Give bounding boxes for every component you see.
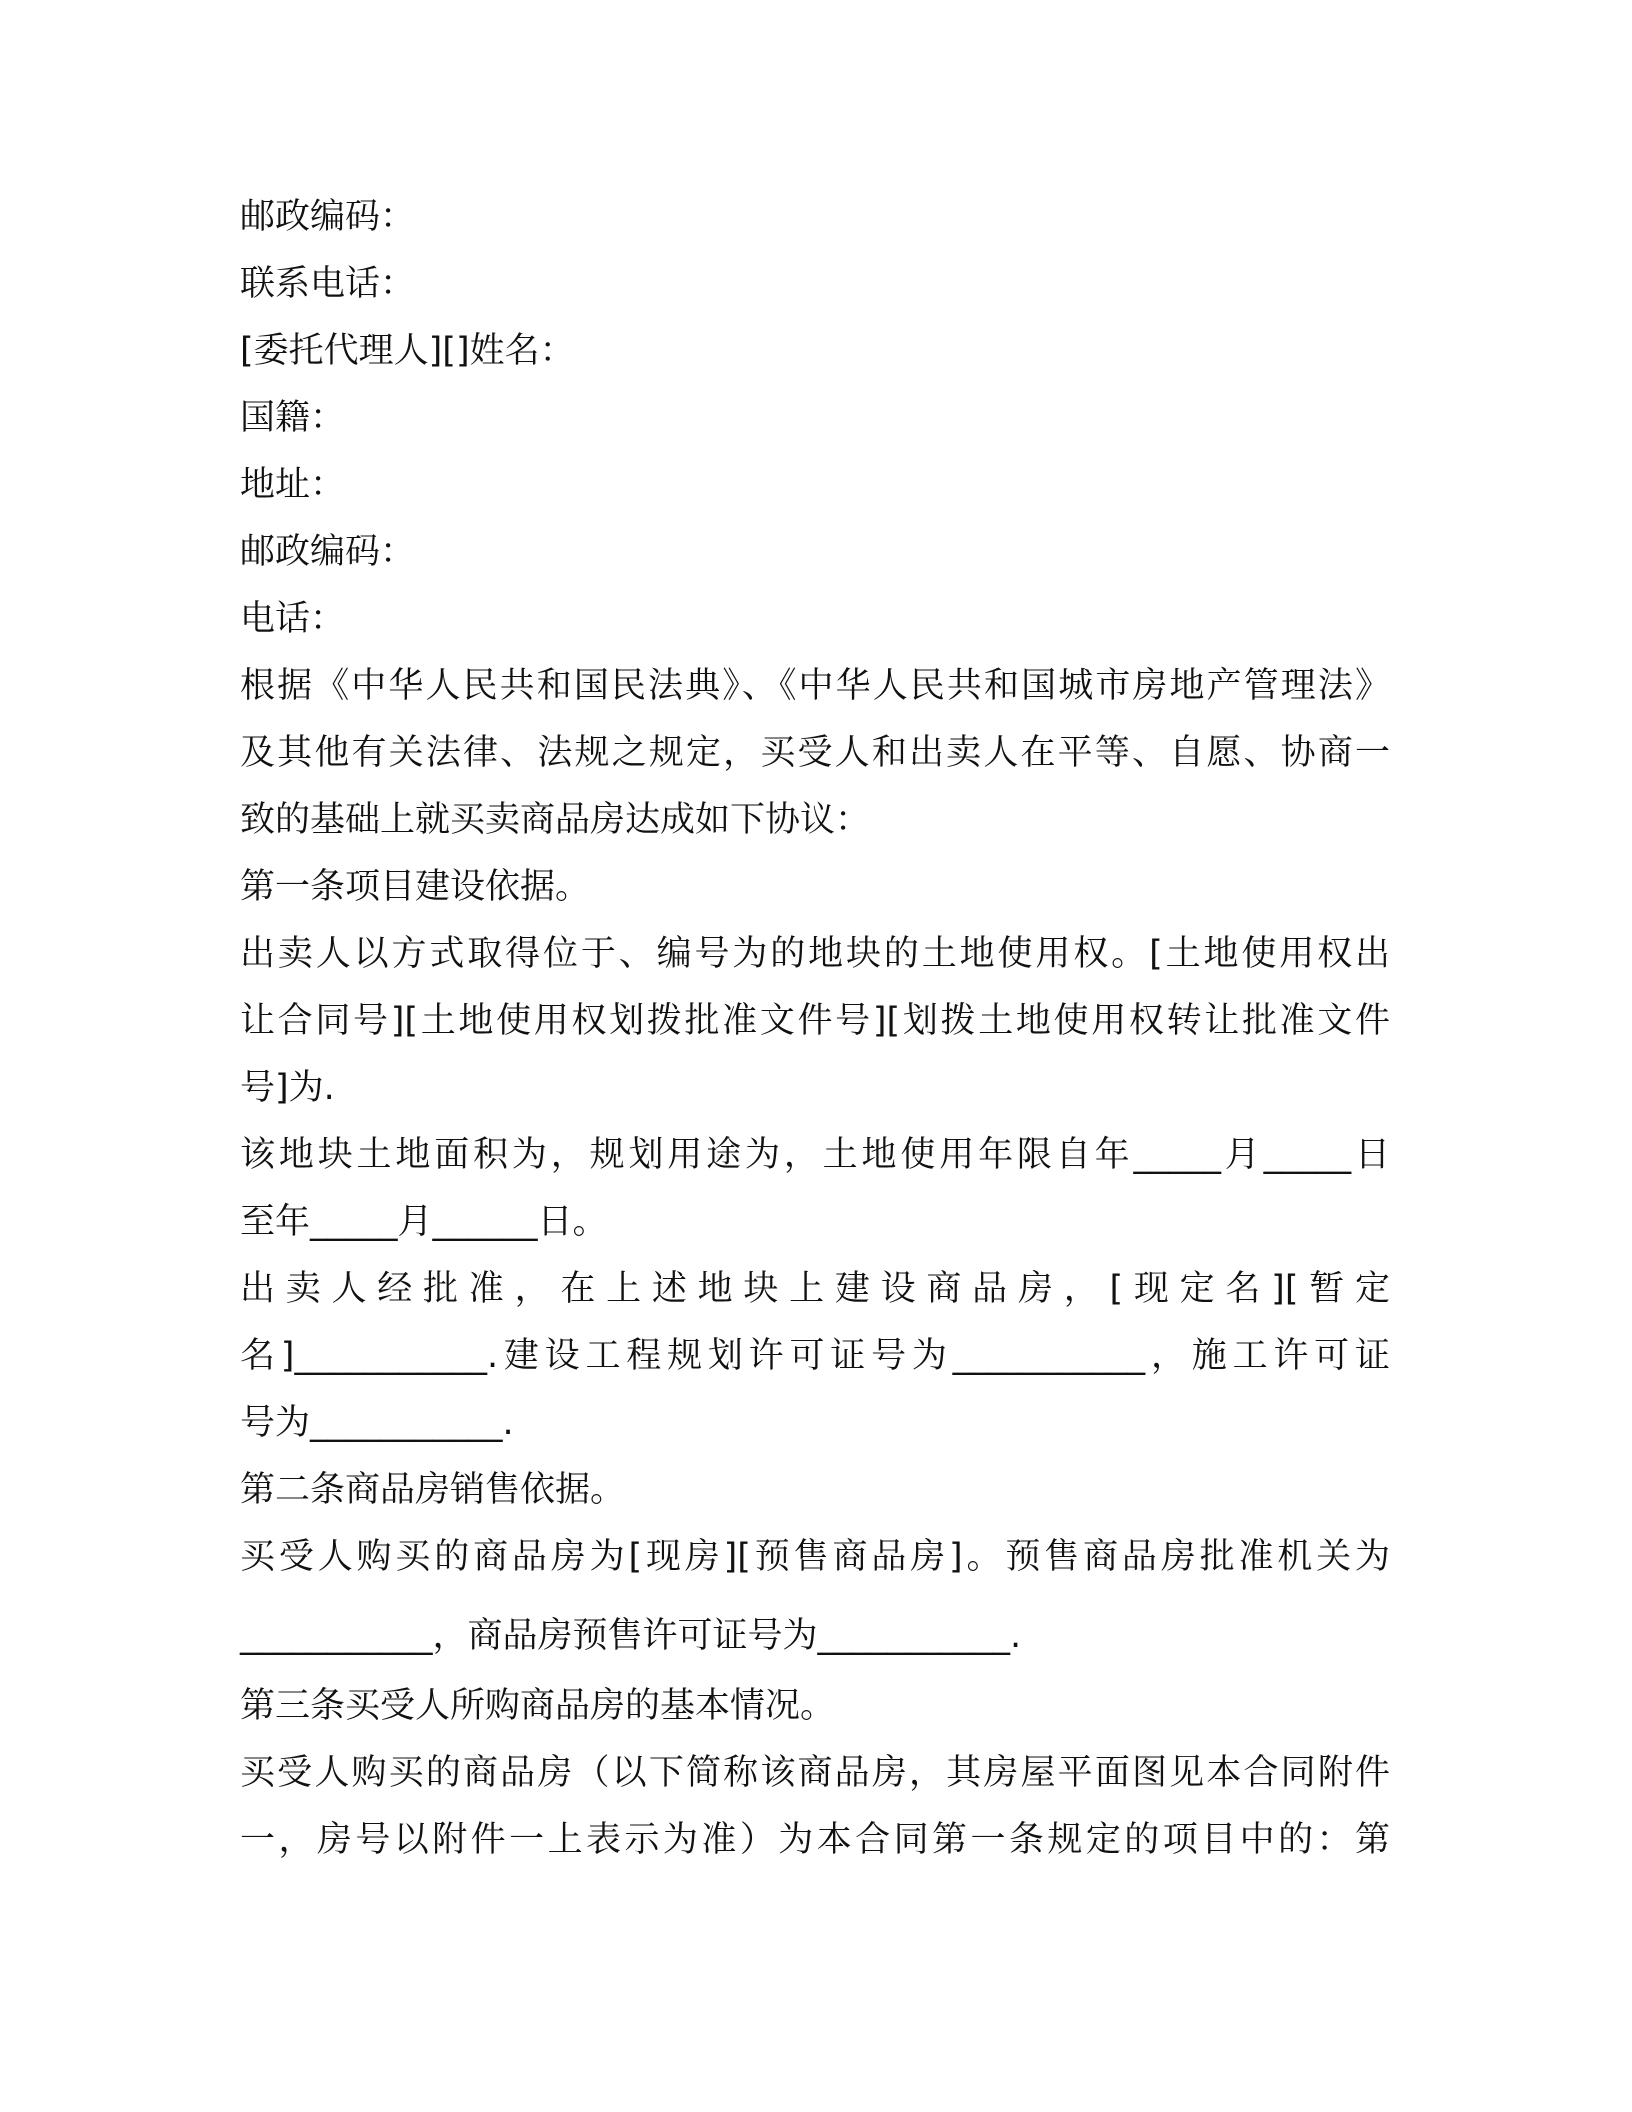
preamble-line: 致的基础上就买卖商品房达成如下协议： (240, 800, 871, 840)
article-1-text: 至年_____月______日。 (240, 1202, 608, 1242)
article-2-heading: 第二条商品房销售依据。 (240, 1470, 626, 1510)
article-1-text: 号为___________. (240, 1403, 514, 1443)
nationality-label: 国籍： (240, 398, 346, 438)
article-1-text: 让合同号][土地使用权划拨批准文件号][划拨土地使用权转让批准文件 (240, 1001, 1390, 1041)
article-1-text: 号]为. (240, 1068, 335, 1108)
article-2-text: 买受人购买的商品房为[现房][预售商品房]。预售商品房批准机关为 (240, 1537, 1390, 1577)
article-1-text: 该地块土地面积为，规划用途为，土地使用年限自年_____月_____日 (240, 1135, 1390, 1175)
article-1-text: 出卖人经批准，在上述地块上建设商品房，[现定名][暂定 (240, 1269, 1390, 1309)
article-3-text: 买受人购买的商品房（以下简称该商品房，其房屋平面图见本合同附件 (240, 1753, 1390, 1793)
article-2-text: ___________，商品房预售许可证号为___________. (240, 1616, 1022, 1656)
preamble-line: 根据《中华人民共和国民法典》、《中华人民共和国城市房地产管理法》 (240, 666, 1390, 706)
preamble-line: 及其他有关法律、法规之规定，买受人和出卖人在平等、自愿、协商一 (240, 733, 1390, 773)
article-1-text: 名]___________.建设工程规划许可证号为___________，施工许可证 (240, 1336, 1390, 1376)
agent-phone-label: 电话： (240, 599, 346, 639)
article-1-heading: 第一条项目建设依据。 (240, 867, 591, 907)
address-label: 地址： (240, 465, 346, 505)
postal-code-label: 邮政编码： (240, 197, 416, 237)
phone-label: 联系电话： (240, 264, 416, 304)
article-1-text: 出卖人以方式取得位于、编号为的地块的土地使用权。[土地使用权出 (240, 934, 1390, 974)
article-3-heading: 第三条买受人所购商品房的基本情况。 (240, 1686, 836, 1726)
agent-postal-code-label: 邮政编码： (240, 532, 416, 572)
document-page (240, 184, 1390, 1874)
agent-name-label: [委托代理人][]姓名： (240, 331, 575, 371)
article-3-text: 一，房号以附件一上表示为准）为本合同第一条规定的项目中的：第 (240, 1820, 1390, 1860)
